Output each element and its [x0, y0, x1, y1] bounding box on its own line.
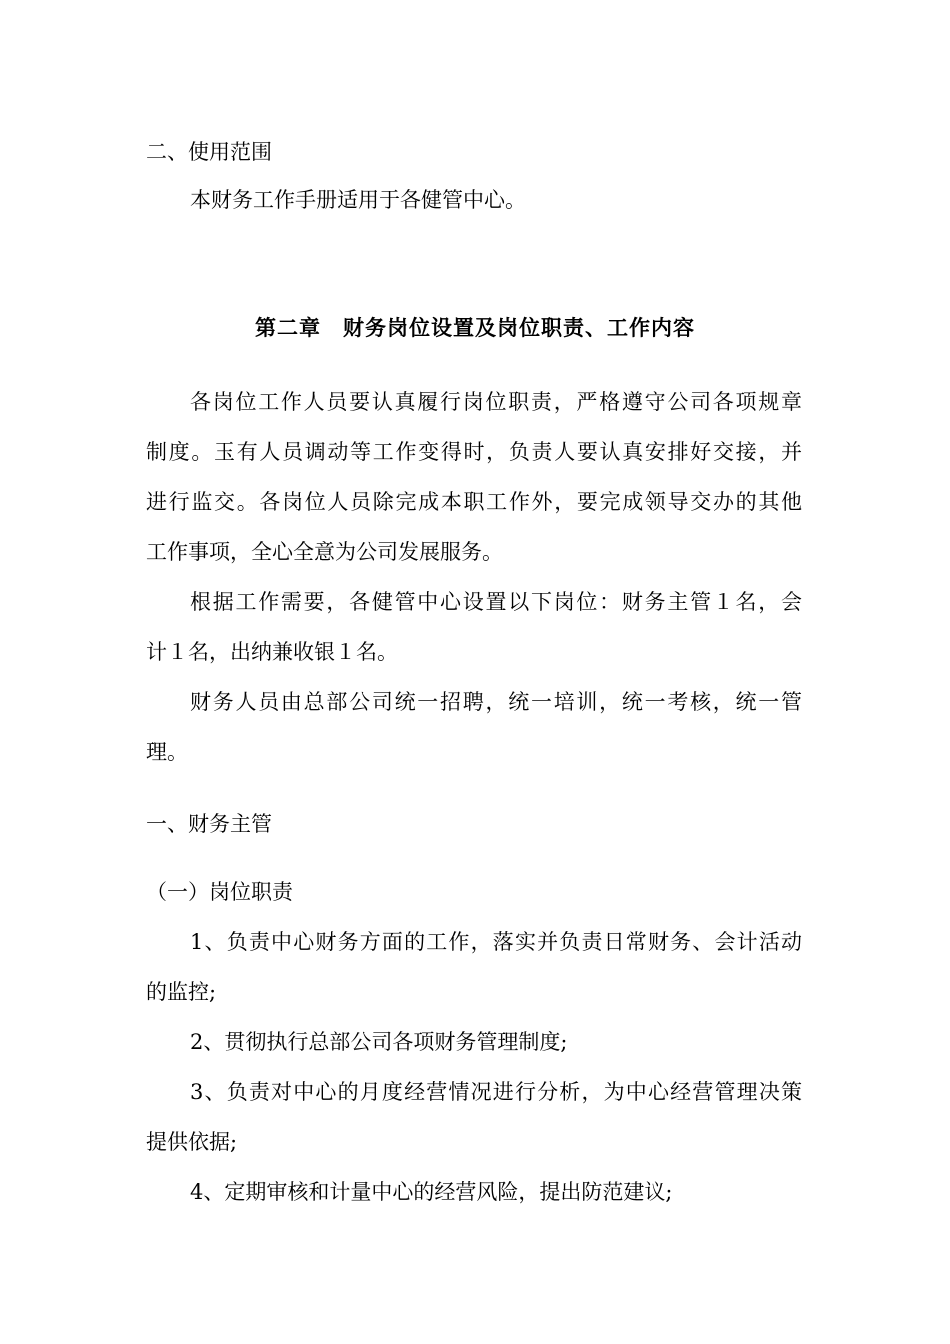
- subsection-heading-duties: （一）岗位职责: [146, 880, 293, 904]
- scope-paragraph: 本财务工作手册适用于各健管中心。: [190, 188, 526, 212]
- duty-item-line: 3、负责对中心的月度经营情况进行分析，为中心经营管理决策: [190, 1080, 802, 1104]
- section-heading-finance-supervisor: 一、财务主管: [146, 812, 272, 836]
- intro-paragraph-line: 进行监交。各岗位人员除完成本职工作外，要完成领导交办的其他: [146, 490, 802, 514]
- duty-item-line: 1、负责中心财务方面的工作，落实并负责日常财务、会计活动: [190, 930, 802, 954]
- intro-paragraph-line: 制度。玉有人员调动等工作变得时，负责人要认真安排好交接，并: [146, 440, 802, 464]
- hiring-paragraph-line: 财务人员由总部公司统一招聘，统一培训，统一考核，统一管: [190, 690, 802, 714]
- duty-item-line: 2、贯彻执行总部公司各项财务管理制度;: [190, 1030, 568, 1054]
- chapter-title: 第二章 财务岗位设置及岗位职责、工作内容: [255, 315, 695, 340]
- hiring-paragraph-line: 理。: [146, 740, 188, 764]
- positions-paragraph-line: 计１名，出纳兼收银１名。: [146, 640, 398, 664]
- positions-paragraph-line: 根据工作需要，各健管中心设置以下岗位：财务主管１名，会: [190, 590, 802, 614]
- intro-paragraph-line: 工作事项，全心全意为公司发展服务。: [146, 540, 503, 564]
- section-heading-scope: 二、使用范围: [146, 140, 272, 164]
- duty-item-line: 4、定期审核和计量中心的经营风险，提出防范建议;: [190, 1180, 673, 1204]
- duty-item-line: 提供依据;: [146, 1130, 238, 1154]
- intro-paragraph-line: 各岗位工作人员要认真履行岗位职责，严格遵守公司各项规章: [190, 390, 802, 414]
- duty-item-line: 的监控;: [146, 980, 217, 1004]
